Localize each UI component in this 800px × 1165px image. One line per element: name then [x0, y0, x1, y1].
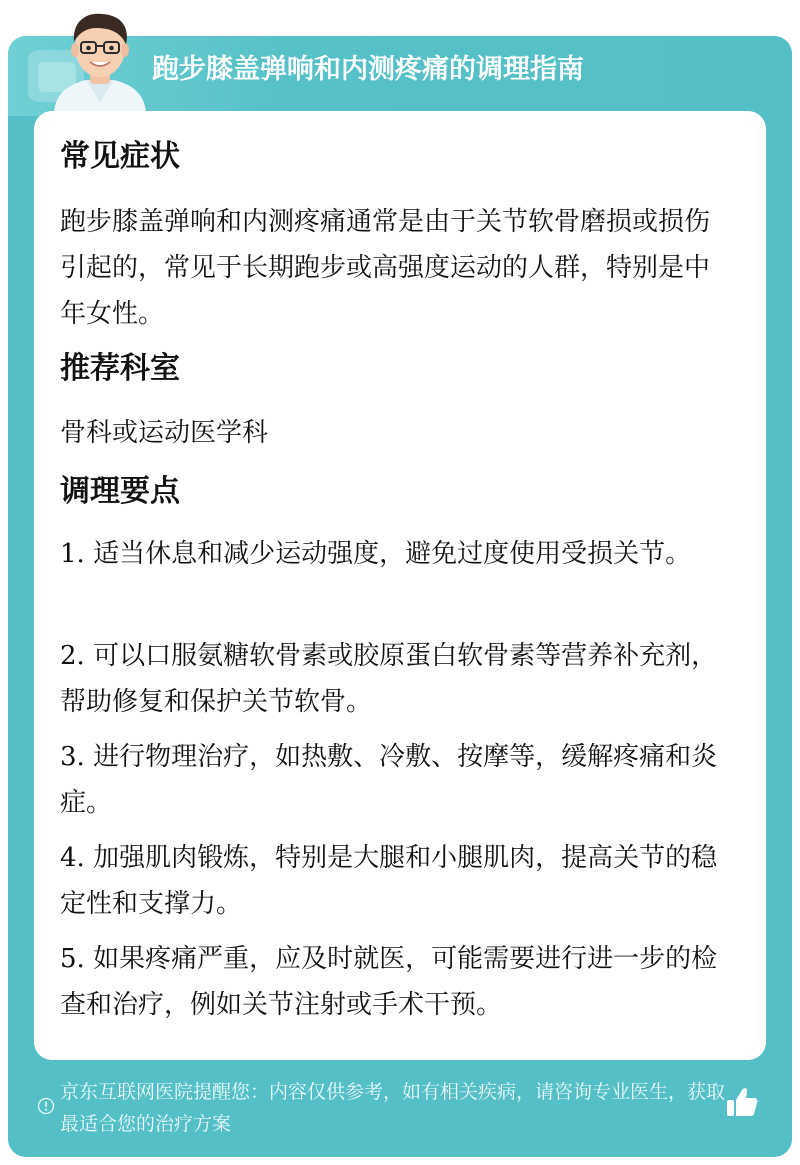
section-heading-symptoms: 常见症状 [60, 139, 180, 174]
page-title: 跑步膝盖弹响和内测疼痛的调理指南 [152, 54, 584, 85]
section-heading-care: 调理要点 [60, 474, 180, 509]
care-item [60, 531, 730, 577]
care-item-number: 5. [60, 944, 85, 974]
care-item-number: 2. [60, 641, 85, 671]
care-item-number: 4. [60, 843, 85, 873]
care-item [60, 835, 730, 927]
symptoms-text: 跑步膝盖弹响和内测疼痛通常是由于关节软骨磨损或损伤引起的，常见于长期跑步或高强度运动的人群，特别是中年女性。 [60, 207, 711, 329]
department-text: 骨科或运动医学科 [60, 418, 269, 448]
care-item-text: 适当休息和减少运动强度，避免过度使用受损关节。 [93, 539, 692, 569]
care-item-number: 1. [60, 539, 85, 569]
care-item [60, 734, 730, 826]
care-item-text: 如果疼痛严重，应及时就医，可能需要进行进一步的检查和治疗，例如关节注射或手术干预。 [60, 944, 718, 1020]
care-item-text: 进行物理治疗，如热敷、冷敷、按摩等，缓解疼痛和炎症。 [60, 742, 718, 818]
care-item-text: 可以口服氨糖软骨素或胶原蛋白软骨素等营养补充剂，帮助修复和保护关节软骨。 [60, 641, 718, 717]
care-item-text: 加强肌肉锻炼，特别是大腿和小腿肌肉，提高关节的稳定性和支撑力。 [60, 843, 718, 919]
doctor-avatar [48, 6, 152, 112]
info-icon [37, 1097, 55, 1115]
care-item [60, 633, 730, 725]
care-item [60, 936, 730, 1028]
thumbs-up-icon[interactable] [724, 1084, 760, 1120]
disclaimer-text: 京东互联网医院提醒您：内容仅供参考，如有相关疾病，请咨询专业医生，获取最适合您的治疗方案 [60, 1081, 726, 1135]
care-item-number: 3. [60, 742, 85, 772]
section-heading-department: 推荐科室 [60, 351, 180, 386]
